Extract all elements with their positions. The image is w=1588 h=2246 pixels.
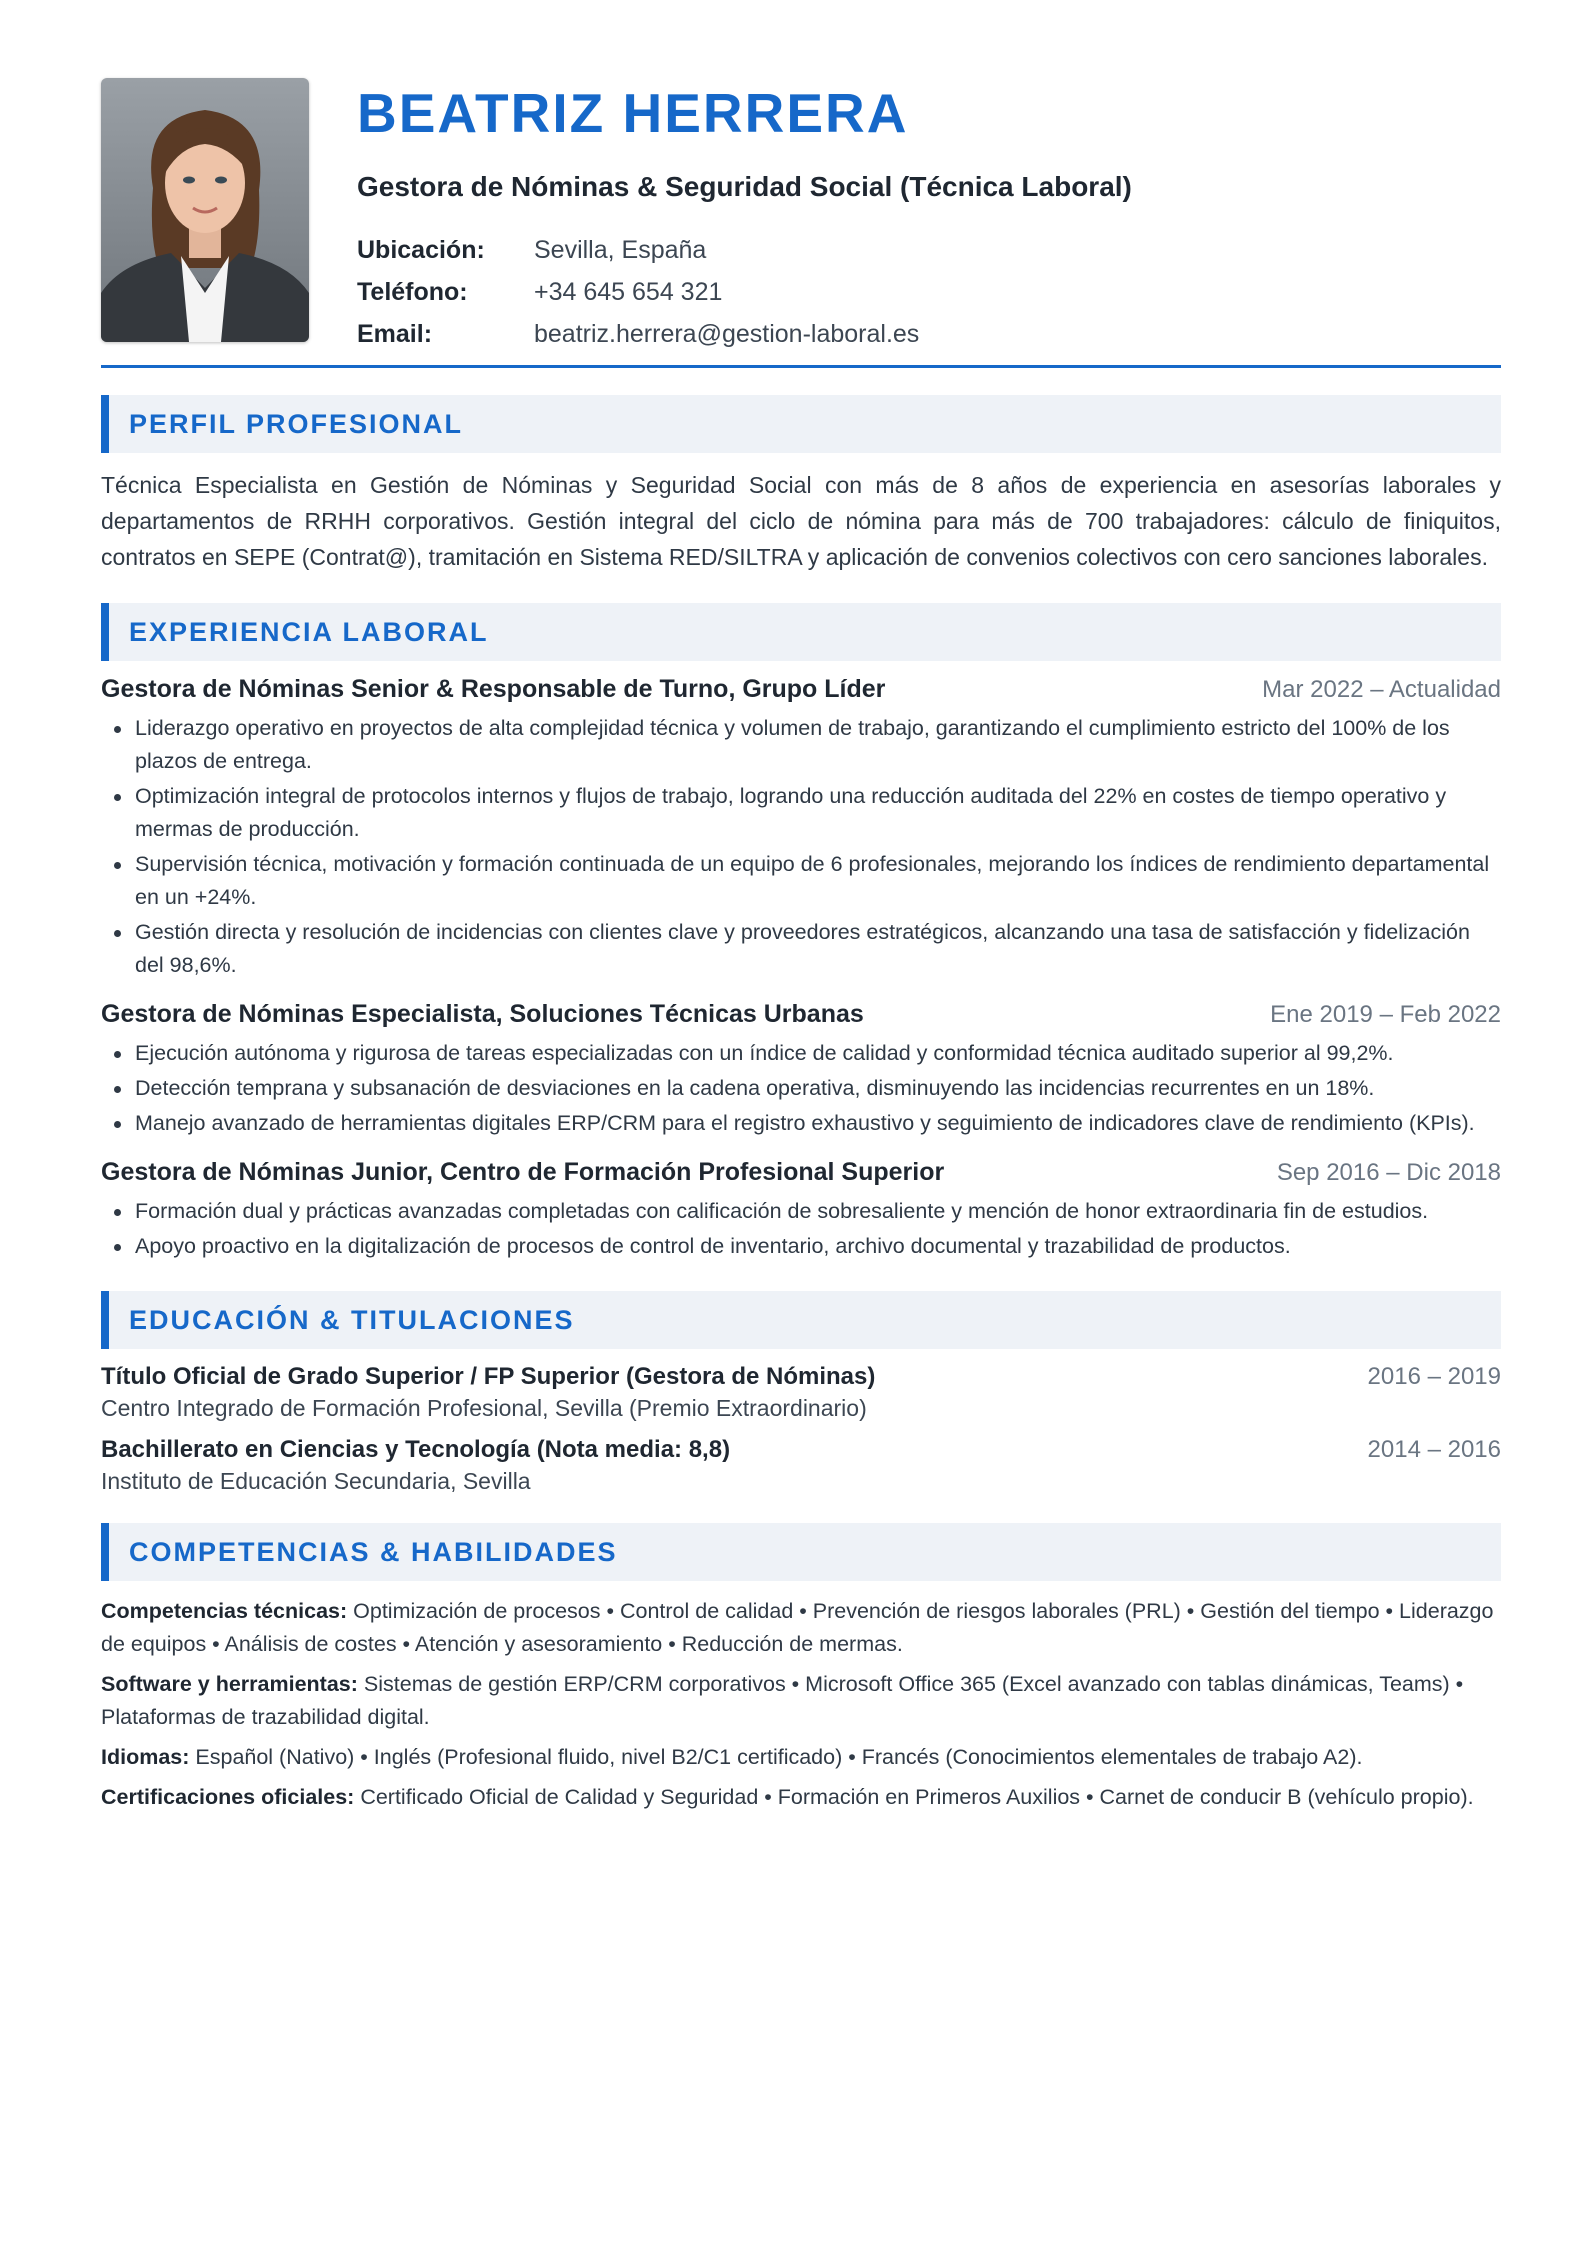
education-entry	[101, 1363, 1501, 1422]
section-title: PERFIL PROFESIONAL	[101, 395, 1501, 453]
education-institution: Centro Integrado de Formación Profesional, Sevilla (Premio Extraordinario)	[101, 1395, 867, 1421]
education-entry	[101, 1436, 1501, 1495]
skill-value: Español (Nativo) • Inglés (Profesional fluido, nivel B2/C1 certificado) • Francés (Conocimientos elementales de trabajo A2).	[195, 1745, 1363, 1769]
skill-value: Sistemas de gestión ERP/CRM corporativos • Microsoft Office 365 (Excel avanzado con tablas dinámicas, Teams) • Plataformas de trazabilidad digital.	[101, 1672, 1464, 1729]
contact-list	[357, 229, 1132, 355]
job-date: Sep 2016 – Dic 2018	[1276, 1159, 1501, 1186]
contact-label: Email:	[357, 320, 433, 348]
section-profile	[101, 395, 1501, 575]
skill-value: Optimización de procesos • Control de calidad • Prevención de riesgos laborales (PRL) • Gestión del tiempo • Liderazgo de equipos • Análisis de costes • Atención y asesoramiento • Reducción de mermas.	[101, 1599, 1494, 1656]
contact-phone	[357, 271, 1132, 313]
skill-label: Software y herramientas:	[101, 1672, 358, 1696]
job-title: Gestora de Nóminas Especialista, Soluciones Técnicas Urbanas	[101, 1000, 864, 1028]
skill-label: Certificaciones oficiales:	[101, 1785, 355, 1809]
contact-location	[357, 229, 1132, 271]
job-bullet: Optimización integral de protocolos internos y flujos de trabajo, logrando una reducción auditada del 22% en costes de tiempo operativo y mermas de producción.	[101, 780, 1501, 846]
contact-value: Sevilla, España	[534, 236, 707, 264]
section-skills	[101, 1523, 1501, 1814]
job-bullet: Supervisión técnica, motivación y formación continuada de un equipo de 6 profesionales, mejorando los índices de rendimiento departamental en un +24%.	[101, 848, 1501, 914]
skill-line	[101, 1668, 1501, 1734]
skill-value: Certificado Oficial de Calidad y Seguridad • Formación en Primeros Auxilios • Carnet de conducir B (vehículo propio).	[360, 1785, 1474, 1809]
job-entry	[101, 675, 1501, 982]
resume-header	[101, 78, 1501, 368]
candidate-role: Gestora de Nóminas & Seguridad Social (Técnica Laboral)	[357, 171, 1132, 202]
skill-line	[101, 1781, 1501, 1814]
section-title: EXPERIENCIA LABORAL	[101, 603, 1501, 661]
skill-line	[101, 1741, 1501, 1774]
contact-email	[357, 313, 1132, 355]
section-experience	[101, 603, 1501, 1263]
contact-label: Ubicación:	[357, 236, 485, 264]
section-title: EDUCACIÓN & TITULACIONES	[101, 1291, 1501, 1349]
job-bullet: Gestión directa y resolución de incidencias con clientes clave y proveedores estratégicos, alcanzando una tasa de satisfacción y fidelización del 98,6%.	[101, 916, 1501, 982]
job-title: Gestora de Nóminas Senior & Responsable de Turno, Grupo Líder	[101, 675, 886, 703]
skill-label: Idiomas:	[101, 1745, 190, 1769]
contact-value: +34 645 654 321	[534, 278, 723, 306]
skill-line	[101, 1595, 1501, 1661]
contact-value: beatriz.herrera@gestion-laboral.es	[534, 320, 920, 348]
portrait-image	[101, 78, 309, 342]
profile-photo	[101, 78, 309, 342]
job-date: Ene 2019 – Feb 2022	[1270, 1001, 1501, 1028]
header-info	[357, 78, 1132, 355]
section-title: COMPETENCIAS & HABILIDADES	[101, 1523, 1501, 1581]
job-bullets	[101, 1195, 1501, 1263]
education-date: 2014 – 2016	[1367, 1436, 1501, 1463]
contact-label: Teléfono:	[357, 278, 468, 306]
job-title: Gestora de Nóminas Junior, Centro de Formación Profesional Superior	[101, 1158, 945, 1186]
job-bullet: Manejo avanzado de herramientas digitales ERP/CRM para el registro exhaustivo y seguimiento de indicadores clave de rendimiento (KPIs).	[101, 1107, 1501, 1140]
education-institution: Instituto de Educación Secundaria, Sevilla	[101, 1468, 531, 1494]
candidate-name: BEATRIZ HERRERA	[357, 82, 909, 144]
job-date: Mar 2022 – Actualidad	[1262, 676, 1501, 703]
job-bullet: Detección temprana y subsanación de desviaciones en la cadena operativa, disminuyendo las incidencias recurrentes en un 18%.	[101, 1072, 1501, 1105]
education-date: 2016 – 2019	[1367, 1363, 1501, 1390]
job-bullet: Ejecución autónoma y rigurosa de tareas especializadas con un índice de calidad y conformidad técnica auditado superior al 99,2%.	[101, 1037, 1501, 1070]
job-bullets	[101, 712, 1501, 982]
job-bullets	[101, 1037, 1501, 1140]
job-bullet: Apoyo proactivo en la digitalización de procesos de control de inventario, archivo documental y trazabilidad de productos.	[101, 1230, 1501, 1263]
profile-summary: Técnica Especialista en Gestión de Nóminas y Seguridad Social con más de 8 años de experiencia en asesorías laborales y departamentos de RRHH corporativos. Gestión integral del ciclo de nómina para más de 700 trabajadores: cálculo de finiquitos, contratos en SEPE (Contrat@), tramitación en Sistema RED/SILTRA y aplicación de convenios colectivos con cero sanciones laborales.	[101, 472, 1501, 570]
job-entry	[101, 1000, 1501, 1140]
job-bullet: Formación dual y prácticas avanzadas completadas con calificación de sobresaliente y mención de honor extraordinaria fin de estudios.	[101, 1195, 1501, 1228]
section-education	[101, 1291, 1501, 1495]
education-title: Bachillerato en Ciencias y Tecnología (Nota media: 8,8)	[101, 1436, 731, 1463]
job-entry	[101, 1158, 1501, 1263]
skill-label: Competencias técnicas:	[101, 1599, 348, 1623]
job-bullet: Liderazgo operativo en proyectos de alta complejidad técnica y volumen de trabajo, garantizando el cumplimiento estricto del 100% de los plazos de entrega.	[101, 712, 1501, 778]
education-title: Título Oficial de Grado Superior / FP Superior (Gestora de Nóminas)	[101, 1363, 876, 1390]
